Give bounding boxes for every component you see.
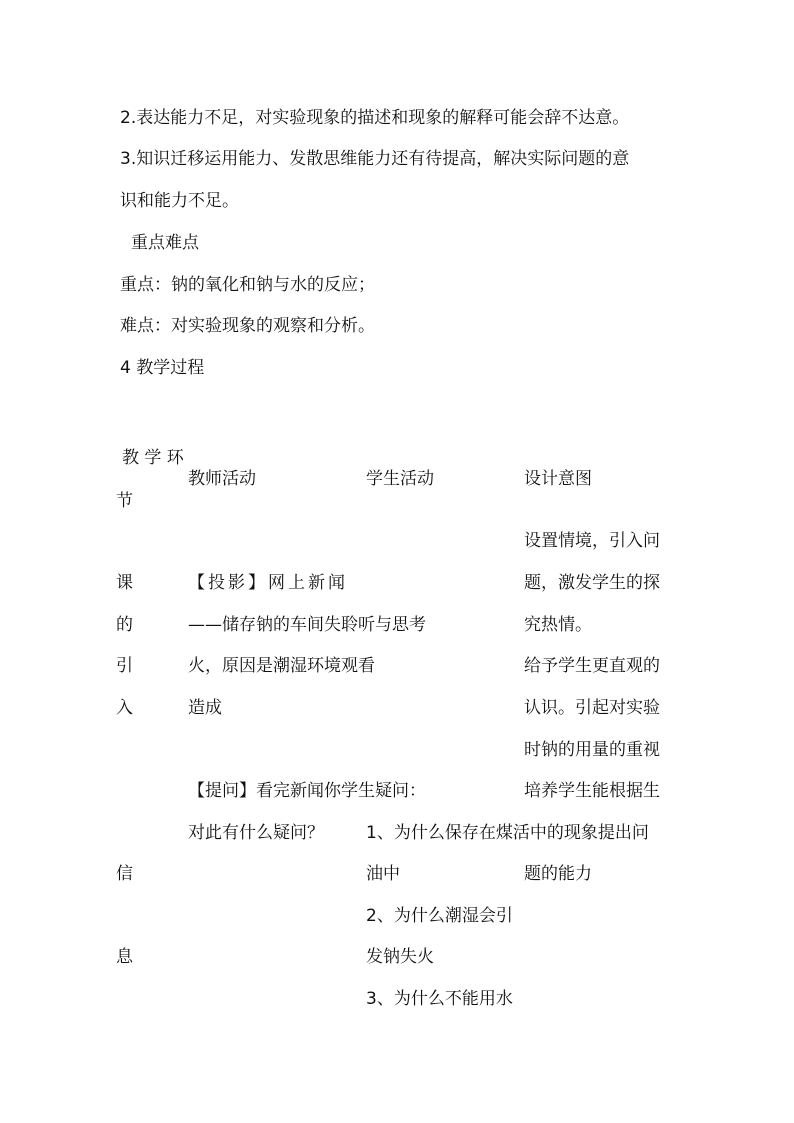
difficult-point: 难点：对实验现象的观察和分析。 (120, 316, 375, 336)
paragraph-item-3-line-2: 识和能力不足。 (120, 191, 239, 211)
header-student-activity: 学生活动 (366, 469, 434, 489)
stage-char: 入 (116, 698, 133, 718)
student-activity-line: 3、为什么不能用水 (366, 989, 513, 1009)
header-teacher-activity: 教师活动 (188, 469, 256, 489)
stage-char: 引 (116, 656, 133, 676)
student-activity-line: 1、为什么保存在煤活中的现象提出问 (366, 823, 649, 843)
teacher-activity-line: ——储存钠的车间失聆听与思考 (188, 615, 426, 635)
stage-char: 信 (116, 864, 133, 884)
student-activity-line: 油中 (366, 864, 400, 884)
key-difficult-heading: 重点难点 (131, 233, 199, 253)
header-stage-line-1: 教 学 环 (122, 448, 184, 468)
stage-char: 课 (116, 573, 133, 593)
teacher-activity-line: 【投影】网上新闻 (188, 573, 348, 593)
teacher-activity-line: 火，原因是潮湿环境观看 (188, 656, 375, 676)
teacher-activity-line: 造成 (188, 698, 222, 718)
paragraph-item-3-line-1: 3.知识迁移运用能力、发散思维能力还有待提高，解决实际问题的意 (120, 149, 630, 169)
header-design-intent: 设计意图 (524, 469, 592, 489)
student-activity-line: 2、为什么潮湿会引 (366, 906, 513, 926)
design-intent-line: 究热情。 (524, 615, 592, 635)
design-intent-line: 培养学生能根据生 (524, 781, 660, 801)
process-heading: 4 教学过程 (120, 358, 205, 378)
stage-char: 息 (116, 947, 133, 967)
teacher-activity-line: 对此有什么疑问？ (188, 823, 324, 843)
stage-char: 的 (116, 615, 133, 635)
design-intent-line: 题，激发学生的探 (524, 573, 660, 593)
design-intent-line: 认识。引起对实验 (524, 698, 660, 718)
design-intent-line: 时钠的用量的重视 (524, 740, 660, 760)
header-stage-line-2: 节 (116, 491, 133, 511)
key-point: 重点：钠的氧化和钠与水的反应； (120, 275, 375, 295)
design-intent-line: 设置情境，引入问 (524, 531, 660, 551)
design-intent-line: 给予学生更直观的 (524, 656, 660, 676)
student-activity-line: 发钠失火 (366, 947, 434, 967)
teacher-activity-line: 【提问】看完新闻你学生疑问： (188, 781, 426, 801)
paragraph-item-2: 2.表达能力不足，对实验现象的描述和现象的解释可能会辞不达意。 (120, 108, 630, 128)
design-intent-line: 题的能力 (524, 864, 592, 884)
